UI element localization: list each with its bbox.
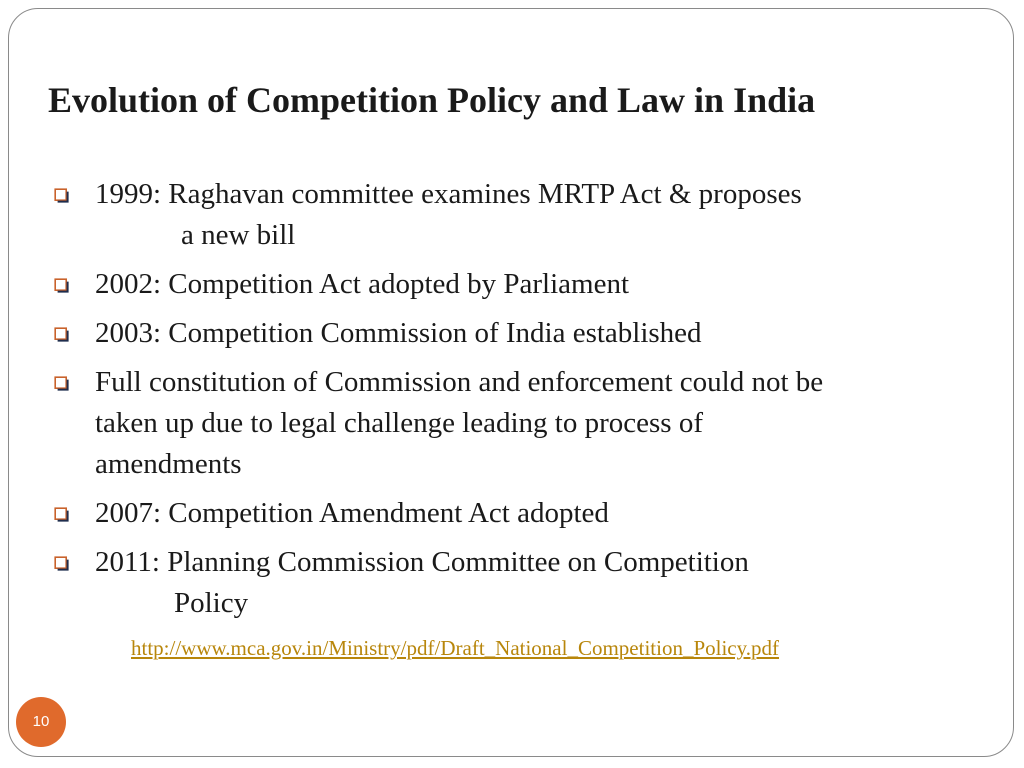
bullet-item (54, 493, 954, 534)
square-bullet-icon (54, 188, 69, 203)
bullet-item (54, 174, 954, 256)
slide-title: Evolution of Competition Policy and Law in India (48, 80, 816, 120)
bullet-text-continued: taken up due to legal challenge leading to process of (95, 407, 703, 439)
bullet-item (54, 362, 954, 485)
bullet-text: 2011: Planning Commission Committee on Competition (95, 546, 749, 578)
square-bullet-icon (54, 278, 69, 293)
bullet-text: Full constitution of Commission and enforcement could not be (95, 366, 824, 398)
square-bullet-icon (54, 376, 69, 391)
square-bullet-icon (54, 327, 69, 342)
bullet-item (54, 264, 954, 305)
bullet-text: 2007: Competition Amendment Act adopted (95, 497, 609, 529)
bullet-text-continued: a new bill (181, 219, 296, 251)
bullet-item (54, 313, 954, 354)
square-bullet-icon (54, 507, 69, 522)
source-link[interactable]: http://www.mca.gov.in/Ministry/pdf/Draft_National_Competition_Policy.pdf (131, 636, 780, 660)
bullet-text-continued: Policy (174, 587, 249, 619)
page-number-badge: 10 (16, 697, 66, 747)
bullet-text: 2002: Competition Act adopted by Parliament (95, 268, 630, 300)
square-bullet-icon (54, 556, 69, 571)
bullet-text: 2003: Competition Commission of India established (95, 317, 702, 349)
bullet-item (54, 542, 954, 624)
bullet-text: 1999: Raghavan committee examines MRTP Act & proposes (95, 178, 802, 210)
bullet-text-continued: amendments (95, 448, 242, 480)
bullet-list (54, 174, 954, 632)
